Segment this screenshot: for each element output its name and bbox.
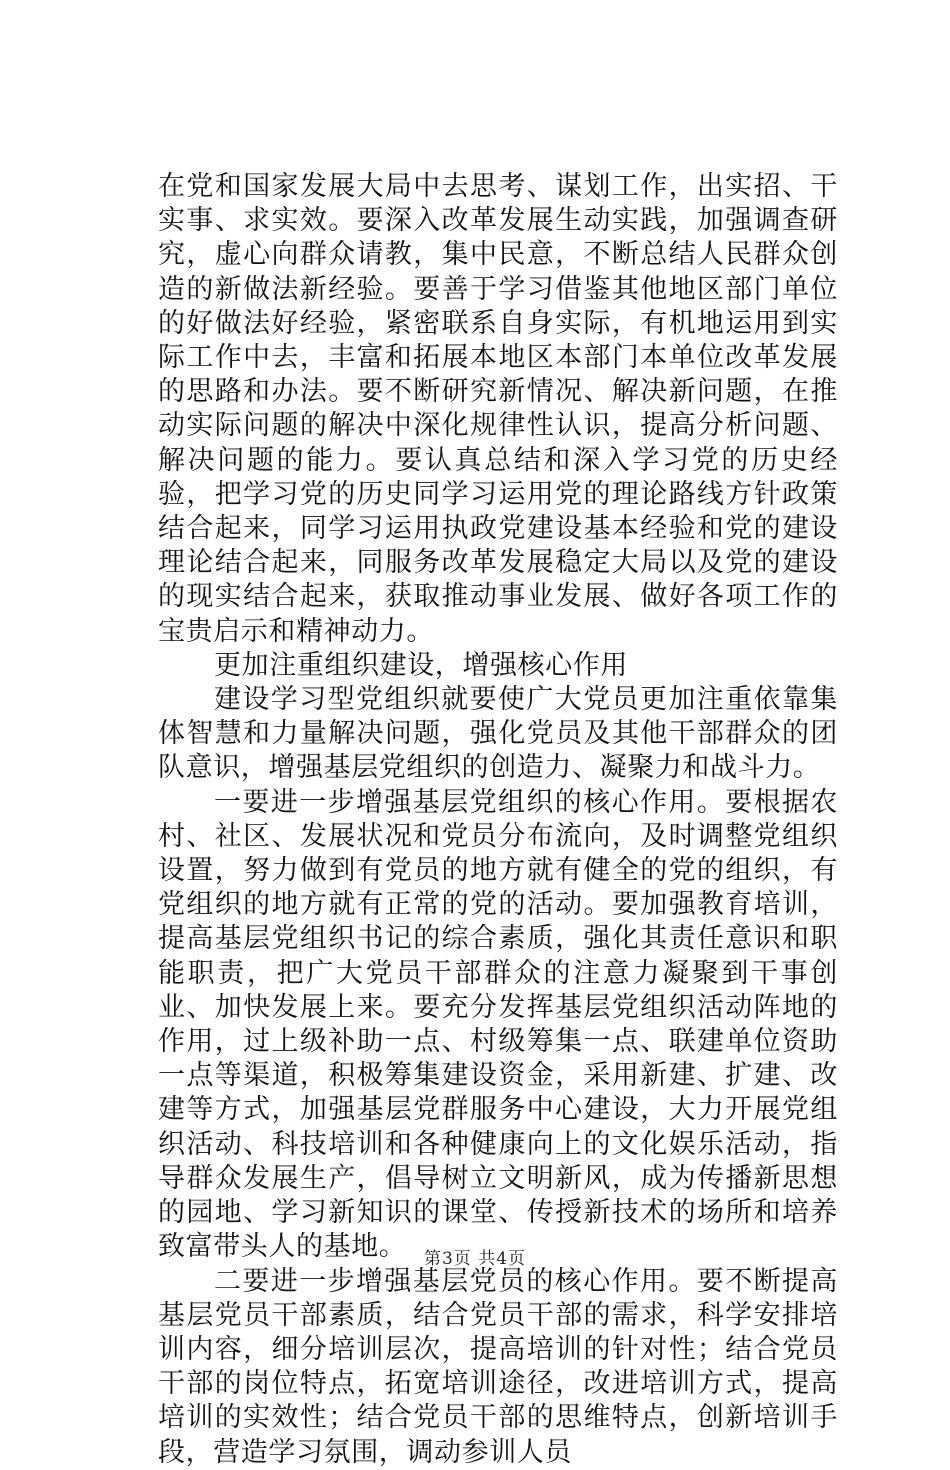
paragraph-intro: 建设学习型党组织就要使广大党员更加注重依靠集体智慧和力量解决问题，强化党员及其他干部群众的团队意识，增强基层党组织的创造力、凝聚力和战斗力。 — [158, 684, 838, 784]
paragraph-point-two: 二要进一步增强基层党员的核心作用。要不断提高基层党员干部素质，结合党员干部的需求，科学安排培训内容，细分培训层次，提高培训的针对性；结合党员干部的岗位特点，拓宽培训途径，改进培训方式，提高培训的实效性；结合党员干部的思维特点，创新培训手段，营造学习氛围，调动参训人员 — [158, 1265, 838, 1468]
section-heading: 更加注重组织建设，增强核心作用 — [214, 649, 628, 681]
document-body — [158, 170, 838, 1470]
paragraph-continuation: 在党和国家发展大局中去思考、谋划工作，出实招、干实事、求实效。要深入改革发展生动实践，加强调查研究，虚心向群众请教，集中民意，不断总结人民群众创造的新做法新经验。要善于学习借鉴其他地区部门单位的好做法好经验，紧密联系自身实际，有机地运用到实际工作中去，丰富和拓展本地区本部门本单位改革发展的思路和办法。要不断研究新情况、解决新问题，在推动实际问题的解决中深化规律性认识，提高分析问题、解决问题的能力。要认真总结和深入学习党的历史经验，把学习党的历史同学习运用党的理论路线方针政策结合起来，同学习运用执政党建设基本经验和党的建设理论结合起来，同服务改革发展稳定大局以及党的建设的现实结合起来，获取推动事业发展、做好各项工作的宝贵启示和精神动力。 — [158, 171, 838, 647]
page-number-footer: 第3页 共4页 — [423, 1249, 527, 1269]
paragraph-point-one: 一要进一步增强基层党组织的核心作用。要根据农村、社区、发展状况和党员分布流向，及时调整党组织设置，努力做到有党员的地方就有健全的党的组织，有党组织的地方就有正常的党的活动。要加强教育培训，提高基层党组织书记的综合素质，强化其责任意识和职能职责，把广大党员干部群众的注意力凝聚到干事创业、加快发展上来。要充分发挥基层党组织活动阵地的作用，过上级补助一点、村级筹集一点、联建单位资助一点等渠道，积极筹集建设资金，采用新建、扩建、改建等方式，加强基层党群服务中心建设，大力开展党组织活动、科技培训和各种健康向上的文化娱乐活动，指导群众发展生产，倡导树立文明新风，成为传播新思想的园地、学习新知识的课堂、传授新技术的场所和培养致富带头人的基地。 — [158, 786, 838, 1263]
